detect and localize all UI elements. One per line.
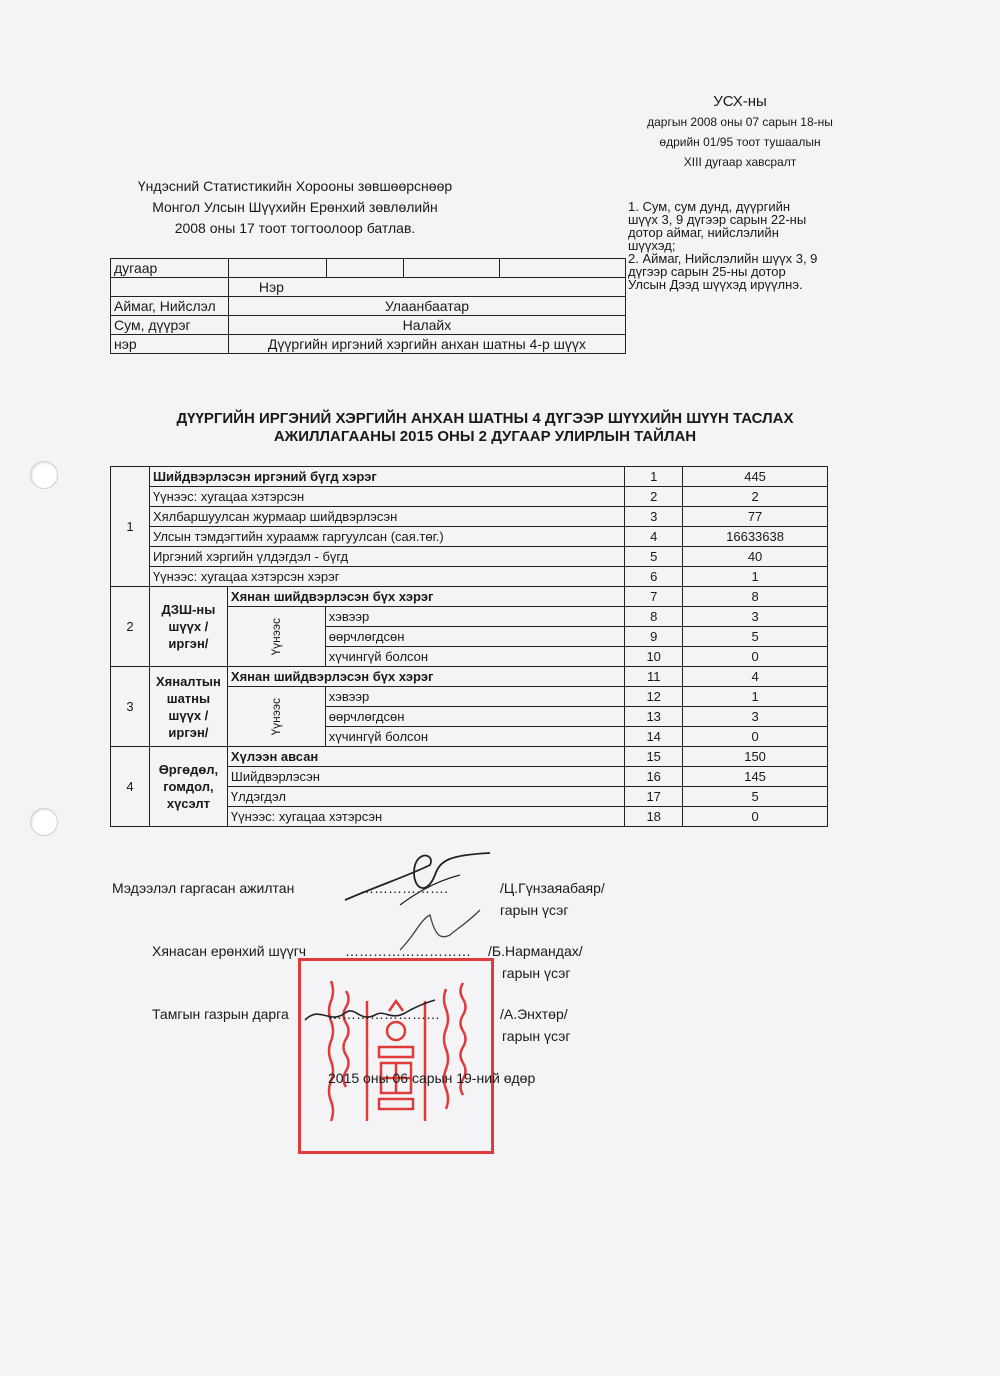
signature-2-name: /Б.Нармандах/ bbox=[488, 943, 583, 959]
row-label: Шийдвэрлэсэн bbox=[227, 767, 624, 787]
report-table bbox=[110, 466, 828, 827]
group-2-subheader: Үүнээс bbox=[269, 617, 284, 656]
punch-hole-top bbox=[30, 461, 58, 489]
signature-2-dots: ……………………… bbox=[345, 943, 471, 959]
row-code: 16 bbox=[625, 767, 683, 787]
approval-line-3: 2008 оны 17 тоот тогтоолоор батлав. bbox=[174, 220, 416, 236]
table-row bbox=[111, 667, 828, 687]
row-code: 4 bbox=[625, 527, 683, 547]
row-value: 0 bbox=[683, 647, 828, 667]
row-code: 7 bbox=[625, 587, 683, 607]
row-label: Үүнээс: хугацаа хэтэрсэн bbox=[227, 807, 624, 827]
table-row bbox=[111, 507, 828, 527]
row-code: 3 bbox=[625, 507, 683, 527]
table-row bbox=[111, 487, 828, 507]
row-value: 1 bbox=[683, 567, 828, 587]
row-label: Хүлээн авсан bbox=[227, 747, 624, 767]
signature-3-name: /А.Энхтөр/ bbox=[500, 1006, 568, 1022]
row-label: Үлдэгдэл bbox=[227, 787, 624, 807]
info-row-district bbox=[111, 316, 626, 335]
row-value: 40 bbox=[683, 547, 828, 567]
row-label: хэвээр bbox=[325, 607, 625, 627]
signature-2-caption: гарын үсэг bbox=[502, 965, 571, 981]
row-label: Хянан шийдвэрлэсэн бүх хэрэг bbox=[227, 667, 624, 687]
info-label-court: нэр bbox=[111, 335, 229, 354]
note-line-3: дотор аймаг, нийслэлийн bbox=[628, 225, 779, 240]
row-value: 4 bbox=[683, 667, 828, 687]
row-code: 18 bbox=[625, 807, 683, 827]
info-row-court bbox=[111, 335, 626, 354]
info-label-number: дугаар bbox=[111, 259, 229, 278]
note-line-6: дүгээр сарын 25-ны дотор bbox=[628, 264, 786, 279]
info-name-heading: Нэр bbox=[228, 278, 625, 297]
table-row bbox=[111, 567, 828, 587]
row-label: хүчингүй болсон bbox=[325, 647, 625, 667]
row-code: 5 bbox=[625, 547, 683, 567]
row-code: 11 bbox=[625, 667, 683, 687]
info-row-number bbox=[111, 259, 626, 278]
row-code: 15 bbox=[625, 747, 683, 767]
row-value: 1 bbox=[683, 687, 828, 707]
row-value: 0 bbox=[683, 727, 828, 747]
row-code: 9 bbox=[625, 627, 683, 647]
row-value: 2 bbox=[683, 487, 828, 507]
table-row bbox=[111, 527, 828, 547]
note-line-1: 1. Сум, сум дунд, дүүргийн bbox=[628, 199, 791, 214]
row-value: 150 bbox=[683, 747, 828, 767]
report-date: 2015 оны 06 сарын 19-ний өдөр bbox=[328, 1070, 536, 1086]
row-value: 445 bbox=[683, 467, 828, 487]
row-value: 145 bbox=[683, 767, 828, 787]
signature-2-role: Хянасан ерөнхий шүүгч bbox=[152, 943, 307, 959]
decree-line-4: XIII дугаар хавсралт bbox=[683, 155, 797, 169]
row-value: 3 bbox=[683, 707, 828, 727]
row-value: 3 bbox=[683, 607, 828, 627]
decree-reference bbox=[620, 92, 860, 172]
row-code: 2 bbox=[625, 487, 683, 507]
row-value: 77 bbox=[683, 507, 828, 527]
group-4-number: 4 bbox=[111, 747, 150, 827]
info-label-district: Сум, дүүрэг bbox=[111, 316, 229, 335]
signature-3-role: Тамгын газрын дарга bbox=[152, 1006, 289, 1022]
submission-notes bbox=[628, 200, 848, 291]
signature-1-dots: ………………. bbox=[360, 880, 448, 896]
row-code: 10 bbox=[625, 647, 683, 667]
approval-line-1: Үндэсний Статистикийн Хорооны зөвшөөрснөөр bbox=[137, 178, 453, 194]
note-line-7: Улсын Дээд шүүхэд ирүүлнэ. bbox=[628, 277, 803, 292]
table-row bbox=[111, 587, 828, 607]
row-value: 8 bbox=[683, 587, 828, 607]
court-info-table bbox=[110, 258, 626, 354]
note-line-2: шүүх 3, 9 дүгээр сарын 22-ны bbox=[628, 212, 807, 227]
row-label: Хялбаршуулсан журмаар шийдвэрлэсэн bbox=[149, 507, 624, 527]
decree-line-3: өдрийн 01/95 тоот тушаалын bbox=[659, 135, 821, 149]
table-row bbox=[111, 747, 828, 767]
decree-line-2: даргын 2008 оны 07 сарын 18-ны bbox=[647, 115, 833, 129]
report-title-line-2: АЖИЛЛАГААНЫ 2015 ОНЫ 2 ДУГААР УЛИРЛЫН ТАЙЛАН bbox=[273, 428, 697, 445]
punch-hole-bottom bbox=[30, 808, 58, 836]
info-row-aimag bbox=[111, 297, 626, 316]
decree-line-1: УСХ-ны bbox=[713, 93, 767, 110]
group-3-subheader: Үүнээс bbox=[269, 697, 284, 736]
group-3-number: 3 bbox=[111, 667, 150, 747]
row-code: 6 bbox=[625, 567, 683, 587]
row-code: 12 bbox=[625, 687, 683, 707]
row-value: 5 bbox=[683, 787, 828, 807]
table-row bbox=[111, 547, 828, 567]
row-value: 5 bbox=[683, 627, 828, 647]
info-label-aimag: Аймаг, Нийслэл bbox=[111, 297, 229, 316]
table-row bbox=[111, 467, 828, 487]
row-code: 17 bbox=[625, 787, 683, 807]
group-1-number: 1 bbox=[111, 467, 150, 587]
signature-1-name: /Ц.Гүнзаяабаяр/ bbox=[500, 880, 605, 896]
row-code: 13 bbox=[625, 707, 683, 727]
signature-3-dots: …………………… bbox=[328, 1006, 440, 1022]
group-2-name: ДЗШ-ны шүүх /иргэн/ bbox=[149, 587, 227, 667]
approval-line-2: Монгол Улсын Шүүхийн Ерөнхий зөвлөлийн bbox=[152, 199, 438, 215]
row-label: өөрчлөгдсөн bbox=[325, 707, 625, 727]
row-value: 16633638 bbox=[683, 527, 828, 547]
signature-1-role: Мэдээлэл гаргасан ажилтан bbox=[112, 880, 295, 896]
group-2-number: 2 bbox=[111, 587, 150, 667]
report-title bbox=[100, 410, 870, 446]
stamp-emblem-icon bbox=[301, 961, 491, 1151]
note-line-5: 2. Аймаг, Нийслэлийн шүүх 3, 9 bbox=[628, 251, 818, 266]
info-value-court: Дүүргийн иргэний хэргийн анхан шатны 4-р шүүх bbox=[228, 335, 625, 354]
official-stamp bbox=[298, 958, 494, 1154]
row-label: өөрчлөгдсөн bbox=[325, 627, 625, 647]
group-4-name: Өргөдөл, гомдол, хүсэлт bbox=[149, 747, 227, 827]
row-label: Үүнээс: хугацаа хэтэрсэн хэрэг bbox=[149, 567, 624, 587]
row-label: хүчингүй болсон bbox=[325, 727, 625, 747]
row-label: Шийдвэрлэсэн иргэний бүгд хэрэг bbox=[149, 467, 624, 487]
row-value: 0 bbox=[683, 807, 828, 827]
row-label: Үүнээс: хугацаа хэтэрсэн bbox=[149, 487, 624, 507]
signature-3-caption: гарын үсэг bbox=[502, 1028, 571, 1044]
info-value-district: Налайх bbox=[228, 316, 625, 335]
group-3-name: Хяналтын шатны шүүх /иргэн/ bbox=[149, 667, 227, 747]
row-label: Иргэний хэргийн үлдэгдэл - бүгд bbox=[149, 547, 624, 567]
row-label: хэвээр bbox=[325, 687, 625, 707]
row-label: Хянан шийдвэрлэсэн бүх хэрэг bbox=[227, 587, 624, 607]
report-title-line-1: ДҮҮРГИЙН ИРГЭНИЙ ХЭРГИЙН АНХАН ШАТНЫ 4 ДҮГЭЭР ШҮҮХИЙН ШҮҮН ТАСЛАХ bbox=[176, 410, 794, 427]
row-label: Улсын тэмдэгтийн хураамж гаргуулсан (сая.төг.) bbox=[149, 527, 624, 547]
row-code: 14 bbox=[625, 727, 683, 747]
info-row-name bbox=[111, 278, 626, 297]
row-code: 8 bbox=[625, 607, 683, 627]
info-value-aimag: Улаанбаатар bbox=[228, 297, 625, 316]
note-line-4: шүүхэд; bbox=[628, 238, 676, 253]
row-code: 1 bbox=[625, 467, 683, 487]
signature-1-caption: гарын үсэг bbox=[500, 902, 569, 918]
approval-block bbox=[100, 176, 490, 239]
